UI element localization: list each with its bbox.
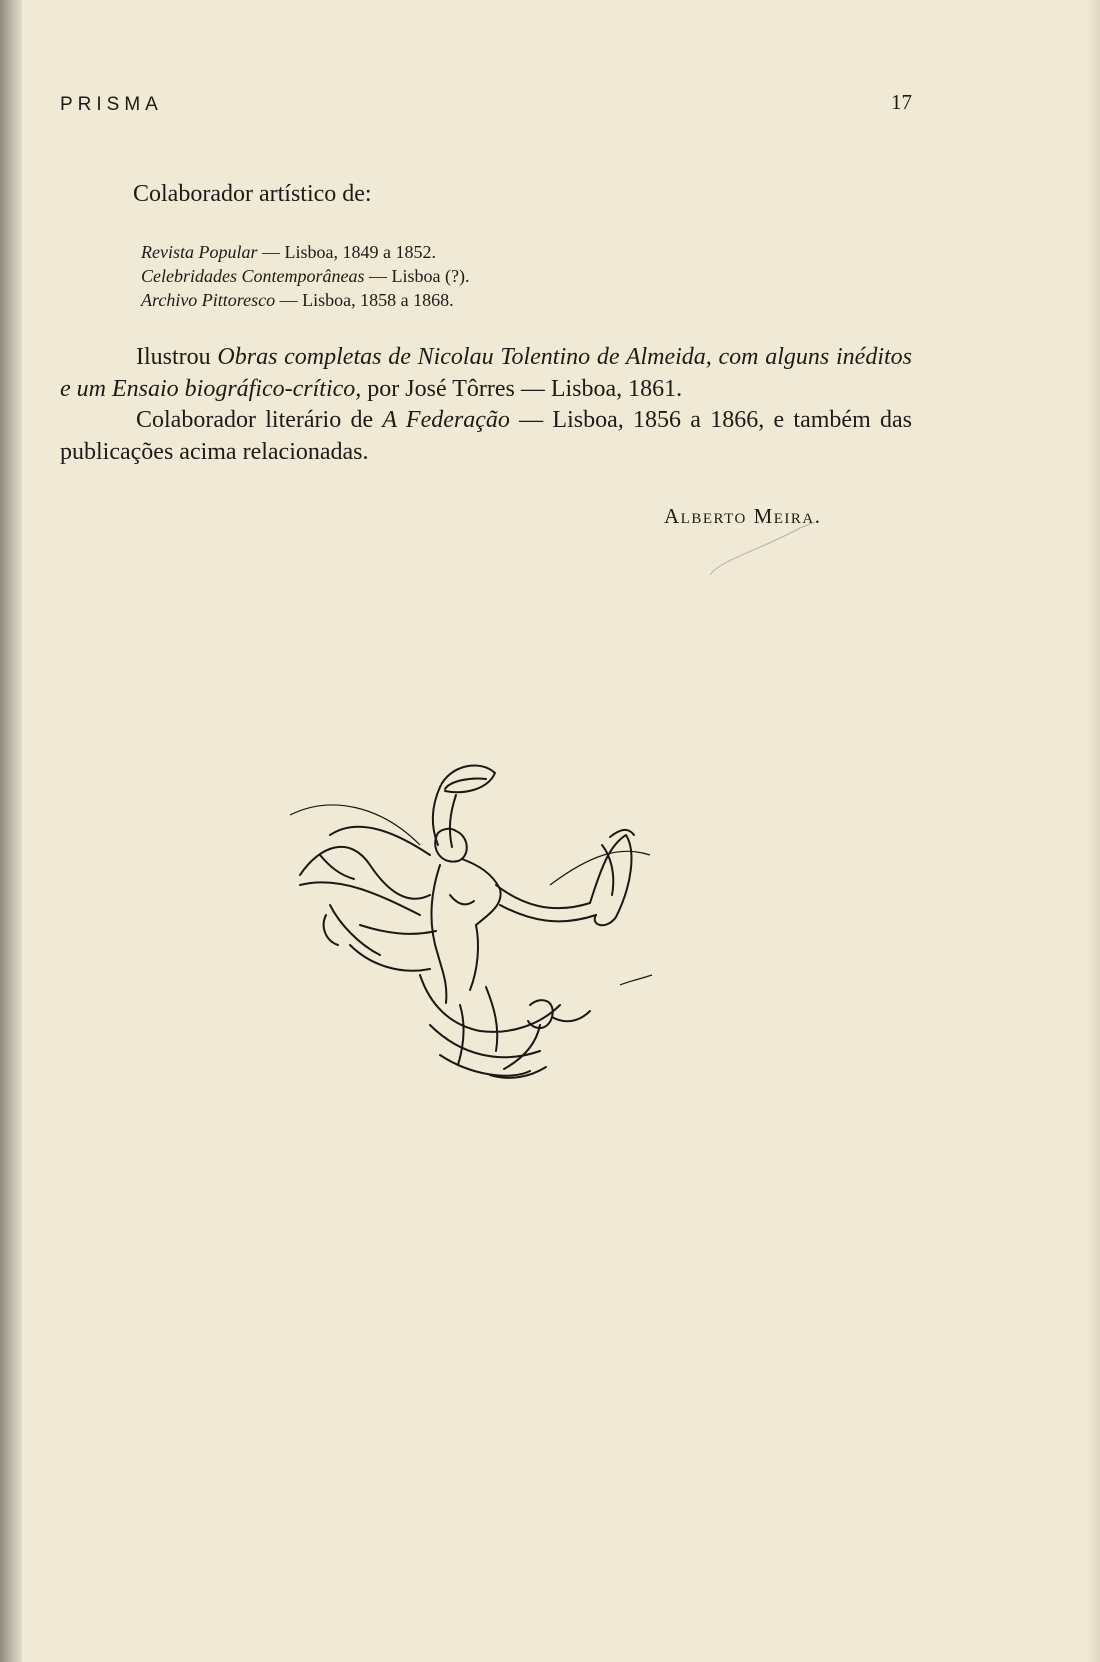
work-title: Revista Popular	[141, 242, 258, 262]
ink-illustration	[290, 755, 700, 1155]
work-title: Archivo Pittoresco	[141, 290, 276, 310]
collaborator-heading: Colaborador artístico de:	[133, 181, 372, 207]
work-title: Celebridades Contemporâneas	[141, 266, 365, 286]
running-head: PRISMA	[60, 94, 163, 115]
pencil-marks	[690, 520, 830, 580]
signature-text: Alberto Meira.	[664, 504, 822, 528]
book-spine-shadow	[0, 0, 22, 1662]
work-item	[141, 264, 469, 288]
body-text	[60, 342, 912, 468]
book-title: Obras completas de Nicolau Tolentino de Almeida, com alguns inéditos e um Ensaio biográfico-crítico,	[60, 344, 912, 402]
periodical-title: A Federação	[382, 407, 510, 433]
work-item	[141, 288, 469, 312]
literary-collaborator-paragraph	[60, 405, 912, 468]
work-detail: — Lisboa, 1858 a 1868.	[275, 290, 454, 310]
work-item	[141, 240, 469, 264]
paragraph-tail: — Lisboa, 1856 a 1866, e também das publicações acima relacionadas.	[60, 407, 912, 465]
page-header	[60, 90, 912, 120]
work-detail: — Lisboa (?).	[364, 266, 470, 286]
paragraph-tail: por José Tôrres — Lisboa, 1861.	[361, 375, 683, 402]
page-number: 17	[891, 90, 912, 114]
works-list	[141, 240, 469, 312]
paragraph-lead: Colaborador literário de	[136, 407, 383, 433]
work-detail: — Lisboa, 1849 a 1852.	[257, 242, 436, 262]
page-edge	[1086, 0, 1100, 1662]
illustrated-works-paragraph	[60, 342, 912, 405]
paragraph-lead: Ilustrou	[136, 344, 218, 370]
